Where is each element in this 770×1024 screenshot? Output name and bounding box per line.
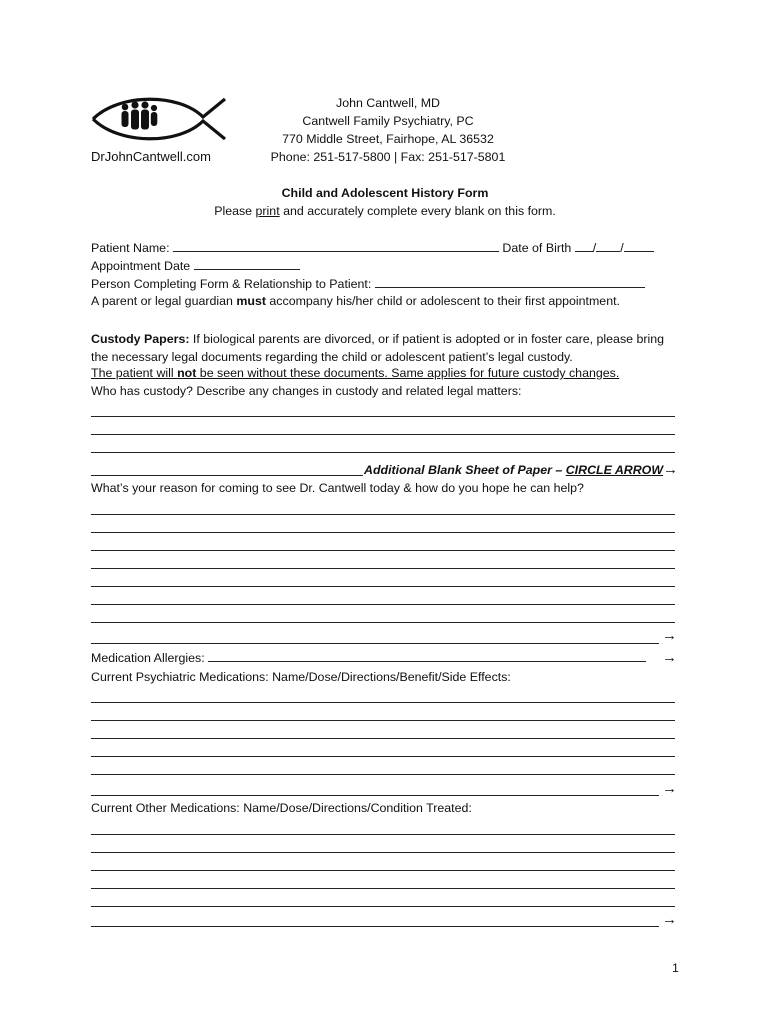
reason-answer-line[interactable]: [91, 622, 675, 623]
patient-name-row: [91, 240, 654, 255]
form-title: Child and Adolescent History Form: [281, 186, 489, 200]
custody-answer-line[interactable]: [91, 475, 363, 476]
other-meds-line[interactable]: [91, 906, 675, 907]
instruction-emph: print: [255, 204, 280, 218]
other-meds-line[interactable]: [91, 834, 675, 835]
other-meds-line[interactable]: [91, 888, 675, 889]
dob-sep-1: /: [592, 241, 597, 255]
other-meds-line[interactable]: [91, 926, 659, 927]
psych-meds-line[interactable]: [91, 738, 675, 739]
other-meds-label: Current Other Medications: Name/Dose/Directions/Condition Treated:: [91, 801, 472, 815]
additional-sheet-emph: CIRCLE ARROW: [565, 463, 664, 477]
website[interactable]: DrJohnCantwell.com: [91, 149, 211, 164]
dob-label: Date of Birth: [502, 241, 572, 255]
psych-meds-line[interactable]: [91, 756, 675, 757]
page-number: 1: [672, 961, 679, 975]
instruction-post: and accurately complete every blank on this form.: [279, 204, 556, 218]
person-completing-row: [91, 276, 645, 291]
custody-warning: [91, 366, 619, 380]
appointment-date-row: [91, 258, 300, 273]
form-instruction: [0, 204, 770, 218]
reason-answer-line[interactable]: [91, 550, 675, 551]
dob-day-input[interactable]: [596, 240, 620, 252]
guardian-emph: must: [236, 294, 266, 308]
allergies-input[interactable]: [208, 650, 646, 662]
dob-year-input[interactable]: [624, 240, 654, 252]
custody-answer-line[interactable]: [91, 416, 675, 417]
patient-name-label: Patient Name:: [91, 241, 170, 255]
reason-answer-line[interactable]: [91, 532, 675, 533]
other-meds-line[interactable]: [91, 852, 675, 853]
guardian-note: [91, 294, 620, 308]
custody-warning-pre: The patient will: [91, 366, 178, 380]
practice-name: Cantwell Family Psychiatry, PC: [302, 114, 474, 128]
additional-sheet-note: [364, 461, 678, 478]
custody-warning-post: be seen without these documents. Same applies for future custody changes.: [196, 366, 620, 380]
additional-sheet-pre: Additional Blank Sheet of Paper –: [364, 463, 566, 477]
person-completing-input[interactable]: [375, 276, 645, 288]
psych-meds-line[interactable]: [91, 774, 675, 775]
reason-answer-line[interactable]: [91, 643, 659, 644]
doctor-name: John Cantwell, MD: [336, 96, 440, 110]
arrow-icon[interactable]: →: [662, 649, 677, 666]
reason-answer-line[interactable]: [91, 586, 675, 587]
reason-answer-line[interactable]: [91, 604, 675, 605]
custody-answer-line[interactable]: [91, 452, 675, 453]
custody-question: Who has custody? Describe any changes in custody and related legal matters:: [91, 384, 522, 398]
dob-month-input[interactable]: [575, 240, 593, 252]
psych-meds-line[interactable]: [91, 720, 675, 721]
fish-family-logo-icon: [89, 95, 229, 143]
arrow-icon[interactable]: →: [662, 627, 677, 644]
psych-meds-line[interactable]: [91, 795, 659, 796]
guardian-pre: A parent or legal guardian: [91, 294, 237, 308]
patient-name-input[interactable]: [173, 240, 499, 252]
appointment-date-input[interactable]: [194, 258, 300, 270]
allergies-label: Medication Allergies:: [91, 651, 205, 665]
reason-answer-line[interactable]: [91, 514, 675, 515]
custody-answer-line[interactable]: [91, 434, 675, 435]
arrow-icon[interactable]: →: [662, 780, 677, 797]
custody-label: Custody Papers:: [91, 332, 190, 346]
custody-warning-emph: not: [177, 366, 197, 380]
custody-text: If biological parents are divorced, or if patient is adopted or in foster care, please bring the necessary legal documents regarding the child or adolescent patient’s legal custody.: [91, 332, 665, 364]
practice-address: 770 Middle Street, Fairhope, AL 36532: [282, 132, 494, 146]
dob-sep-2: /: [620, 241, 624, 255]
reason-answer-line[interactable]: [91, 568, 675, 569]
phone-fax: Phone: 251-517-5800 | Fax: 251-517-5801: [270, 150, 506, 164]
allergies-row: [91, 650, 646, 665]
appointment-date-label: Appointment Date: [91, 259, 191, 273]
instruction-pre: Please: [214, 204, 256, 218]
other-meds-line[interactable]: [91, 870, 675, 871]
guardian-post: accompany his/her child or adolescent to their first appointment.: [265, 294, 620, 308]
arrow-icon[interactable]: →: [663, 461, 679, 478]
reason-question: What’s your reason for coming to see Dr. Cantwell today & how do you hope he can help?: [91, 481, 584, 495]
person-completing-label: Person Completing Form & Relationship to Patient:: [91, 277, 372, 291]
psych-meds-label: Current Psychiatric Medications: Name/Dose/Directions/Benefit/Side Effects:: [91, 670, 511, 684]
psych-meds-line[interactable]: [91, 702, 675, 703]
arrow-icon[interactable]: →: [662, 911, 677, 928]
custody-paragraph: [91, 330, 681, 366]
